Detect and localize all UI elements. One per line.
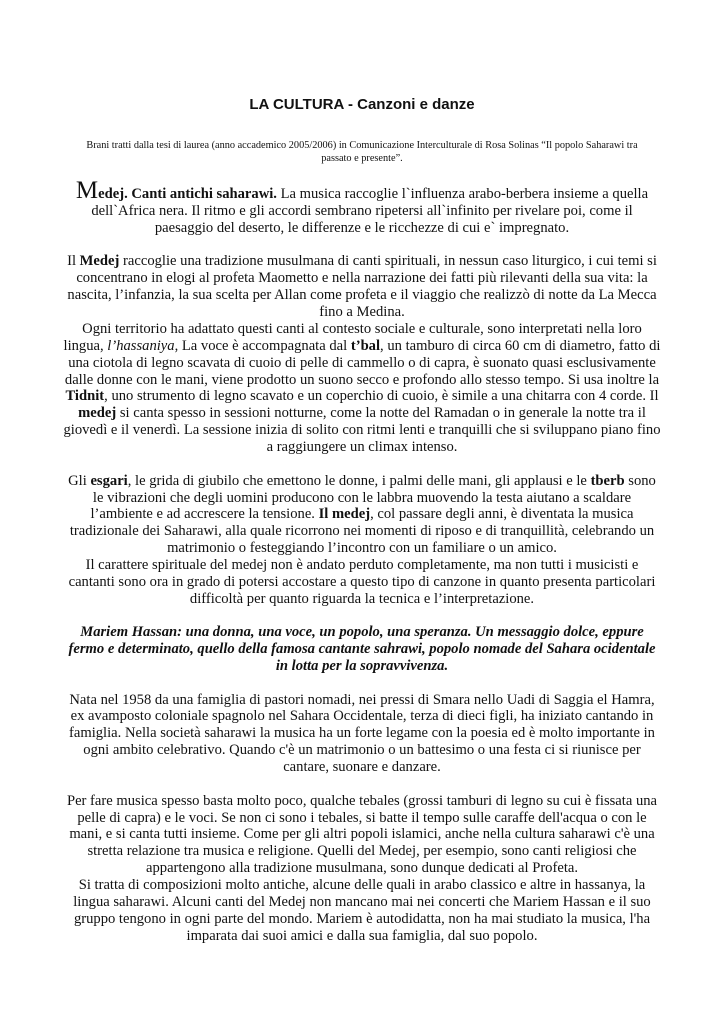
bold-term: tberb (590, 472, 625, 489)
paragraph-medej-intro (62, 177, 662, 237)
text-run: si canta spesso in sessioni notturne, come la notte del Ramadan o in generale la notte tra il giovedì e il venerdì. La sessione inizia di solito con ritmi lenti e tranquilli che si sviluppano piano fino a raggiungere un climax intenso. (63, 405, 661, 456)
document-body (62, 177, 662, 945)
paragraph-text: La musica raccoglie l`influenza arabo-berbera insieme a quella dell`Africa nera. Il ritmo e gli accordi sembrano ripetersi all`infinito per rivelare poi, come il paesaggio del deserto, le differenze e le ricchezze di cui e` impregnato. (91, 186, 649, 236)
paragraph-spiritual-character: Il carattere spirituale del medej non è andato perduto completamente, ma non tutti i musicisti e cantanti sono ora in grado di potersi accostare a questo tipo di canzone in quanto presenta particolari difficoltà per quanto riguarda la tecnica e l’interpretazione. (68, 557, 656, 607)
paragraph-making-music: Per fare musica spesso basta molto poco, qualche tebales (grossi tamburi di legno su cui è fissata una pelle di capra) e le voci. Se non ci sono i tebales, si batte il tempo sulle caraffe dell'acqua o con le mani, e si canta tutti insieme. Come per gli altri popoli islamici, anche nella cultura saharawi c'è una stretta relazione tra musica e religione. Quelli del Medej, per esempio, sono canti religiosi che appartengono alla tradizione musulmana, sono dunque dedicati al Profeta. (66, 792, 658, 877)
paragraph-gap (62, 608, 662, 625)
paragraph-esgari (62, 473, 662, 558)
text-run: raccoglie una tradizione musulmana di canti spirituali, in nessun caso liturgico, i cui temi si concentrano in elogi al profeta Maometto e nella narrazione dei fatti più rilevanti della sua vita: la nascita, l’infanzia, la sua scelta per Allan come profeta e il viaggio che realizzò di notte da La Mecca fino a Medina. (67, 253, 657, 320)
paragraph-compositions: Si tratta di composizioni molto antiche, alcune delle quali in arabo classico e altre in hassanya, la lingua saharawi. Alcuni canti del Medej non mancano mai nei concerti che Mariem Hassan e il suo gruppo tengono in ogni parte del mondo. Mariem è autodidatta, non ha mai studiato la musica, l'ha imparata dai suoi amici e dalla sua famiglia, dal suo popolo. (73, 877, 651, 944)
page-title: LA CULTURA - Canzoni e danze (249, 96, 475, 113)
quote-mariem-hassan: Mariem Hassan: una donna, una voce, un popolo, una speranza. Un messaggio dolce, eppure fermo e determinato, quello della famosa cantante sahrawi, popolo nomade del Sahara ocidentale in lotta per la sopravvivenza. (68, 624, 656, 675)
section-heading: edej. Canti antichi saharawi. (98, 186, 277, 202)
text-run: sono le vibrazioni che degli uomini producono con le labbra muovendo la testa aiutano a scaldare l’ambiente e ad accrescere la tensione. (90, 472, 656, 523)
bold-term: esgari (90, 472, 128, 489)
paragraph-medej-tradition (62, 253, 662, 321)
text-run: Ogni territorio ha adattato questi canti al contesto sociale e culturale, sono interpretati nella loro lingua, (63, 320, 642, 354)
paragraph-gap (62, 776, 662, 793)
text-run: Gli (68, 472, 91, 489)
bold-term: Tidnit (65, 388, 105, 405)
paragraph-biography: Nata nel 1958 da una famiglia di pastori nomadi, nei pressi di Smara nello Uadi di Saggia el Hamra, ex avamposto coloniale spagnolo nel Sahara Occidentale, terza di dieci figli, ha iniziato cantando in famiglia. Nella società saharawi la musica ha un forte legame con la poesia ed è molto importante in ogni ambito celebrativo. Quando c'è un matrimonio o un battesimo o una festa ci si riunisce per cantare, suonare e danzare. (69, 691, 655, 776)
text-run: Il (67, 253, 80, 270)
bold-term: medej (78, 405, 117, 422)
text-run: , La voce è accompagnata dal (174, 337, 351, 354)
text-run: , le grida di giubilo che emettono le donne, i palmi delle mani, gli applausi e le (127, 472, 591, 489)
subtitle: Brani tratti dalla tesi di laurea (anno accademico 2005/2006) in Comunicazione Interculturale di Rosa Solinas “Il popolo Saharawi tra passato e presente”. (86, 140, 638, 164)
text-run: , uno strumento di legno scavato e un coperchio di cuoio, è simile a una chitarra con 4 corde. Il (104, 388, 659, 405)
bold-term: Medej (79, 253, 120, 270)
drop-initial: M (75, 177, 99, 204)
bold-term: t’bal (350, 337, 381, 354)
paragraph-gap (62, 456, 662, 473)
text-run: , un tamburo di circa 60 cm di diametro, fatto di una ciotola di legno scavata di cuoio di pelle di cammello o di capra, è suonato quasi esclusivamente dalle donne con le mani, viene prodotto un suono secco e profondo allo stesso tempo. Si usa inoltre la (64, 337, 661, 388)
italic-term: l’hassaniya (107, 337, 175, 354)
bold-term: Il medej (318, 506, 371, 523)
paragraph-gap (62, 675, 662, 692)
text-run: , col passare degli anni, è diventata la musica tradizionale dei Saharawi, alla quale ricorrono nei momenti di riposo e di tranquillità, celebrando un matrimonio o festeggiando l’incontro con un familiare o un amico. (69, 506, 655, 557)
paragraph-instruments (62, 321, 662, 456)
paragraph-gap (62, 237, 662, 254)
